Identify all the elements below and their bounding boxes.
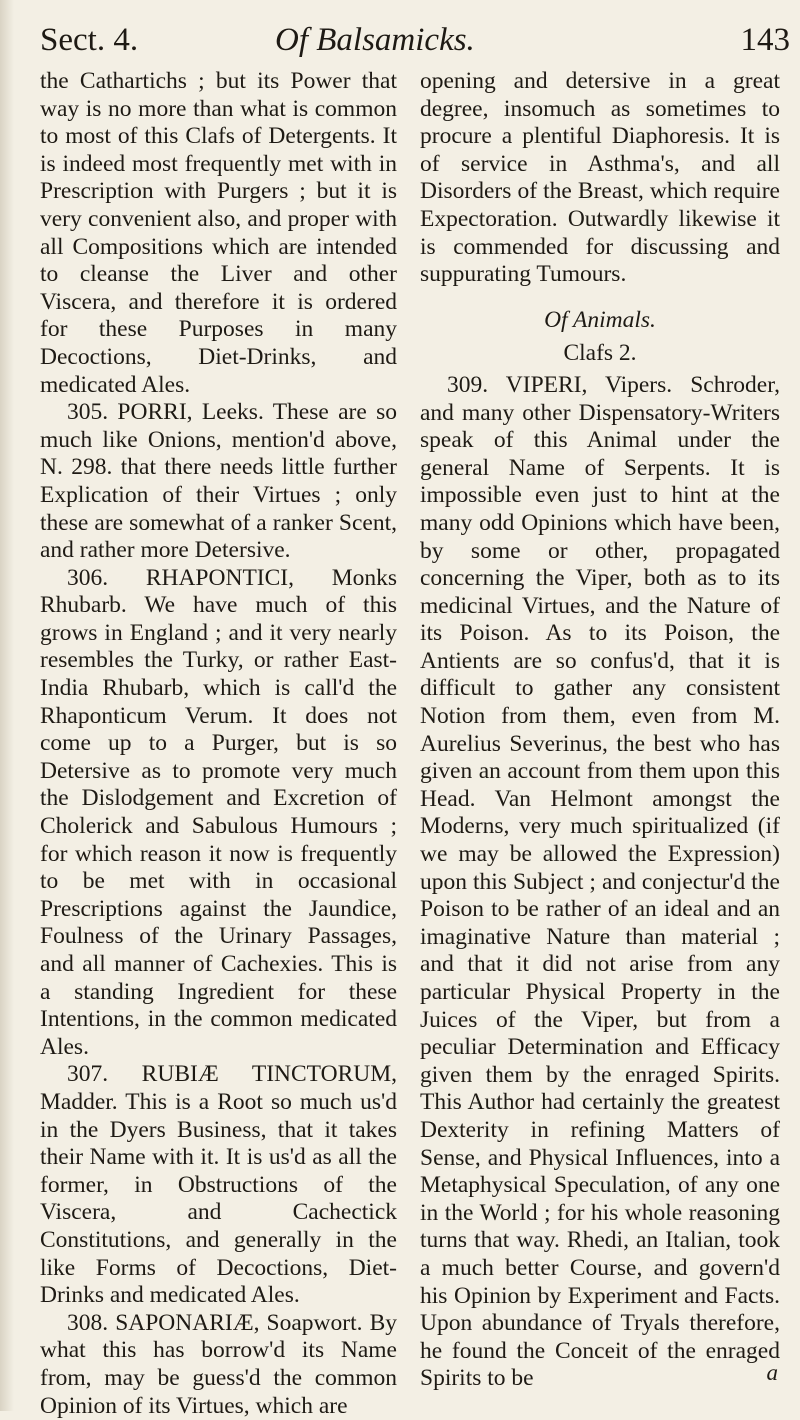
paragraph: the Cathartichs ; but its Power that way is no more than what is common to most of this Clafs of Detergents. It is indeed most frequently met with in Prescription with Purgers ; but it is very convenient also, and proper with all Compositions which are intended to cleanse the Liver and other Viscera, and therefore it is ordered for these Purposes in many Decoctions, Diet-Drinks, and medicated Ales. <box>40 68 397 398</box>
running-header <box>40 10 790 70</box>
paragraph: opening and detersive in a great degree, insomuch as sometimes to procure a plentiful Diaphoresis. It is of service in Asthma's, and all Disorders of the Breast, which require Expectoration. Outwardly likewise it is commended for discussing and suppurating Tumours. <box>420 68 780 288</box>
class-label: Clafs 2. <box>563 340 637 367</box>
paragraph: 309. VIPERI, Vipers. Schroder, and many other Dispensatory-Writers speak of this Animal under the general Name of Serpents. It is impossible even just to hint at the many odd Opinions which have been, by some or other, propagated concerning the Viper, both as to its medicinal Virtues, and the Nature of its Poison. As to its Poison, the Antients are so confus'd, that it is difficult to gather any consistent Notion from them, even from M. Aurelius Severinus, the best who has given an account from them upon this Head. Van Helmont amongst the Moderns, very much spiritualized (if we may be allowed the Expression) upon this Subject ; and conjectur'd the Poison to be rather of an ideal and an imaginative Nature than material ; and that it did not arise from any particular Physical Property in the Juices of the Viper, but from a peculiar Determination and Efficacy given them by the enraged Spirits. This Author had certainly the greatest Dexterity in refining Matters of Sense, and Physical Influences, into a Metaphysical Speculation, of any one in the World ; for his whole reasoning turns that way. Rhedi, an Italian, took a much better Course, and govern'd his Opinion by Experiment and Facts. Upon abundance of Tryals therefore, he found the Conceit of the enraged Spirits to be <box>420 371 780 1392</box>
section-label: Sect. 4. <box>40 22 139 58</box>
paragraph: 308. SAPONARIÆ, Soapwort. By what this has borrow'd its Name from, may be guess'd the common Opinion of its Virtues, which are <box>40 1309 397 1419</box>
section-heading: Of Animals. <box>544 306 656 333</box>
paragraph: 306. RHAPONTICI, Monks Rhubarb. We have much of this grows in England ; and it very nearly resembles the Turky, or rather East-India Rhubarb, which is call'd the Rhaponticum Verum. It does not come up to a Purger, but is so Detersive as to promote very much the Dislodgement and Excretion of Cholerick and Sabulous Humours ; for which reason it now is frequently to be met with in occasional Prescriptions against the Jaundice, Foulness of the Urinary Passages, and all manner of Cachexies. This is a standing Ingredient for these Intentions, in the common medicated Ales. <box>40 564 397 1060</box>
page-number: 143 <box>740 22 790 58</box>
paragraph: 307. RUBIÆ TINCTORUM, Madder. This is a Root so much us'd in the Dyers Business, that it takes their Name with it. It is us'd as all the former, in Obstructions of the Viscera, and Cachectick Constitutions, and generally in the like Forms of Decoctions, Diet-Drinks and medicated Ales. <box>40 1061 397 1309</box>
paragraph: 305. PORRI, Leeks. These are so much like Onions, mention'd above, N. 298. that there needs little further Explication of their Virtues ; only these are somewhat of a ranker Scent, and rather more Detersive. <box>40 399 397 564</box>
right-column <box>420 68 780 1393</box>
page-binding-shadow <box>0 0 14 1411</box>
page-title: Of Balsamicks. <box>275 22 475 58</box>
catchword: a <box>766 1360 778 1385</box>
left-column <box>40 68 397 1420</box>
